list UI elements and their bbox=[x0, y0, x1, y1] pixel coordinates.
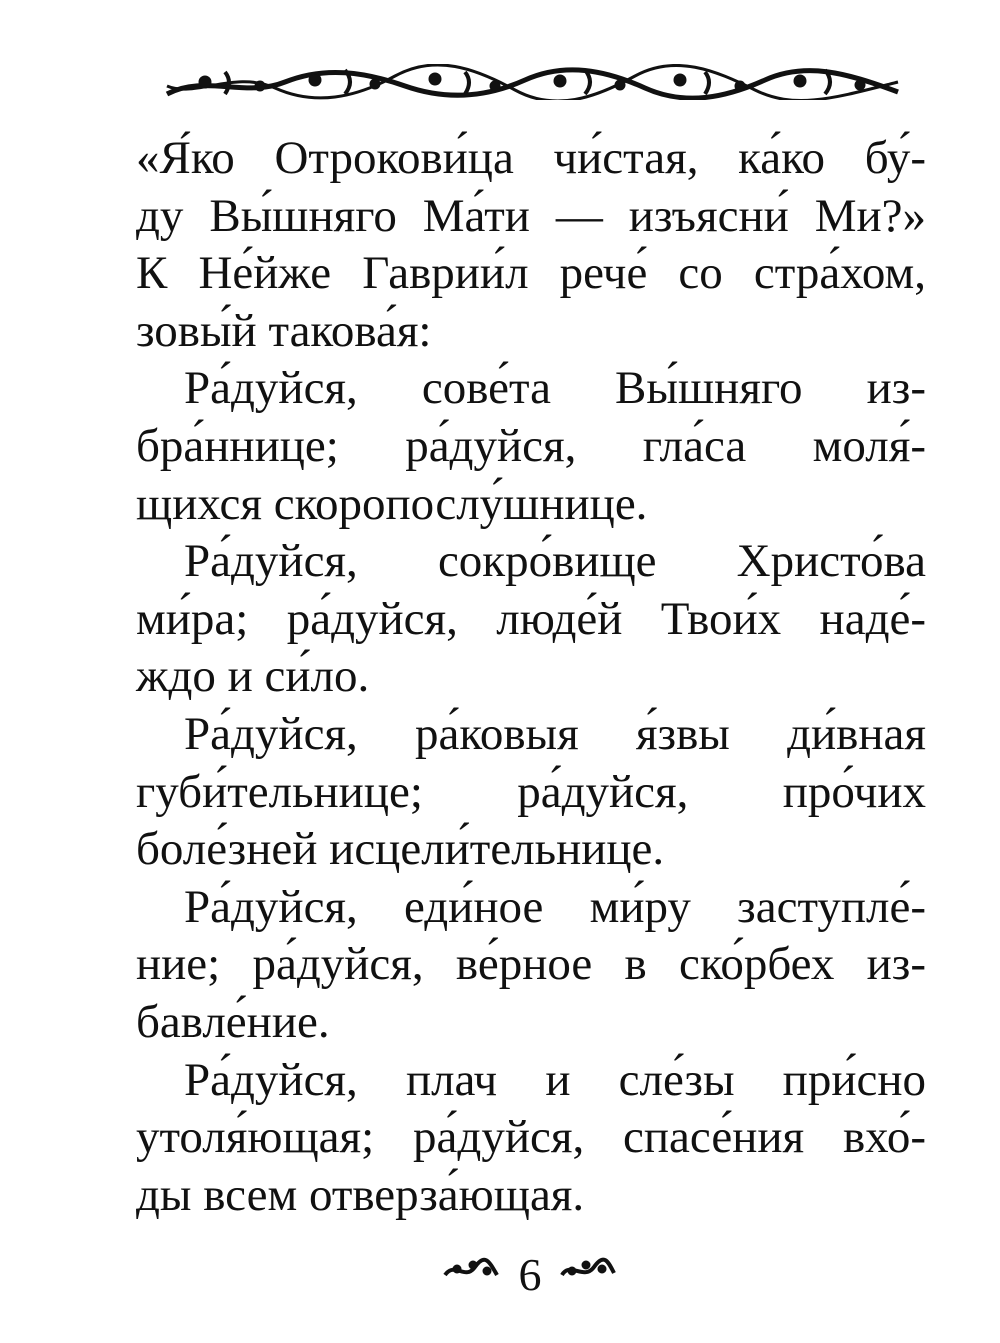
prayer-text bbox=[136, 130, 926, 1224]
text-line: К Не́йже Гаврии́л рече́ со стра́хом, bbox=[136, 247, 926, 300]
text-line: губи́тельнице; ра́дуйся, про́чих bbox=[136, 765, 926, 818]
text-line: утоля́ющая; ра́дуйся, спасе́ния вхо́- bbox=[136, 1111, 926, 1164]
text-line: бавле́ние. bbox=[136, 995, 330, 1048]
footer-ornament-right-icon bbox=[560, 1255, 616, 1283]
text-line: боле́зней исцели́тельнице. bbox=[136, 823, 665, 876]
text-line: ждо и си́ло. bbox=[136, 650, 370, 703]
text-line: бра́ннице; ра́дуйся, гла́са моля́- bbox=[136, 419, 926, 472]
text-line: ды всем отверза́ющая. bbox=[136, 1168, 585, 1221]
footer-ornament-left-icon bbox=[443, 1255, 499, 1283]
text-line: «Я́ко Отрокови́ца чи́стая, ка́ко бу́- bbox=[136, 132, 926, 184]
text-line: Ра́дуйся, еди́ное ми́ру заступле́- bbox=[184, 880, 926, 933]
text-line: Ра́дуйся, сове́та Вы́шняго из- bbox=[184, 362, 926, 415]
text-line: ние; ра́дуйся, ве́рное в ско́рбех из- bbox=[136, 938, 926, 991]
text-line: ду Вы́шняго Ма́ти — изъясни́ Ми?» bbox=[136, 189, 926, 242]
text-line: ми́ра; ра́дуйся, люде́й Твои́х наде́- bbox=[136, 592, 926, 645]
text-line: щихся скоропослу́шнице. bbox=[136, 477, 648, 530]
text-line: Ра́дуйся, плач и сле́зы при́сно bbox=[184, 1053, 926, 1106]
decorative-header-ornament bbox=[165, 64, 900, 100]
text-line: Ра́дуйся, сокро́вище Христо́ва bbox=[184, 535, 926, 588]
text-line: Ра́дуйся, ра́ковыя я́звы ди́вная bbox=[184, 707, 926, 760]
page-number: 6 bbox=[518, 1249, 542, 1300]
text-line: зовы́й такова́я: bbox=[136, 304, 432, 357]
